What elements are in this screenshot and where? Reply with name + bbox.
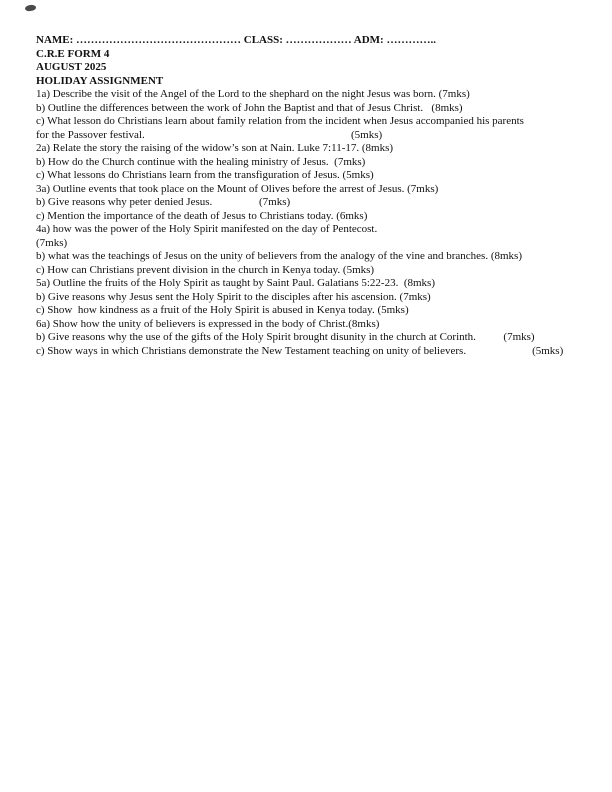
question-line: 5a) Outline the fruits of the Holy Spirit as taught by Saint Paul. Galatians 5:22-23. (8mks) [36, 277, 435, 289]
question-line: b) How do the Church continue with the healing ministry of Jesus. (7mks) [36, 155, 366, 168]
question-line: b) what was the teachings of Jesus on the unity of believers from the analogy of the vine and branches. (8mks) [36, 250, 523, 262]
question-line: c) What lesson do Christians learn about family relation from the incident when Jesus accompanied his parents [36, 115, 524, 127]
question-line: for the Passover festival. (5mks) [36, 128, 383, 141]
question-line: 2a) Relate the story the raising of the widow’s son at Nain. Luke 7:11-17. (8mks) [36, 142, 394, 154]
name-class-adm-line: NAME: ……………………………………… CLASS: ……………… ADM: ………….. [36, 34, 436, 46]
question-line: 4a) how was the power of the Holy Spirit manifested on the day of Pentecost. [36, 223, 378, 235]
question-line: (7mks) [36, 236, 68, 249]
question-line: c) How can Christians prevent division in the church in Kenya today. (5mks) [36, 263, 375, 276]
assignment-title: HOLIDAY ASSIGNMENT [36, 74, 164, 87]
question-line: 6a) Show how the unity of believers is expressed in the body of Christ.(8mks) [36, 317, 380, 330]
question-line: 1a) Describe the visit of the Angel of the Lord to the shephard on the night Jesus was born. (7mks) [36, 88, 470, 100]
question-line: b) Give reasons why Jesus sent the Holy Spirit to the disciples after his ascension. (7mks) [36, 290, 431, 303]
scan-artifact [24, 4, 36, 12]
assignment-content [36, 34, 584, 358]
question-line: c) What lessons do Christians learn from the transfiguration of Jesus. (5mks) [36, 169, 374, 181]
question-line: c) Mention the importance of the death of Jesus to Christians today. (6mks) [36, 209, 368, 222]
question-line: c) Show ways in which Christians demonstrate the New Testament teaching on unity of believers. (5mks) [36, 344, 564, 357]
question-line: b) Give reasons why the use of the gifts of the Holy Spirit brought disunity in the church at Corinth. (7mks) [36, 331, 535, 343]
question-line: b) Outline the differences between the work of John the Baptist and that of Jesus Christ. (8mks) [36, 101, 463, 114]
question-line: b) Give reasons why peter denied Jesus. (7mks) [36, 196, 291, 208]
question-line: 3a) Outline events that took place on the Mount of Olives before the arrest of Jesus. (7mks) [36, 182, 439, 195]
question-line: c) Show how kindness as a fruit of the Holy Spirit is abused in Kenya today. (5mks) [36, 304, 409, 316]
assignment-date: AUGUST 2025 [36, 61, 107, 73]
course-title: C.R.E FORM 4 [36, 47, 110, 60]
